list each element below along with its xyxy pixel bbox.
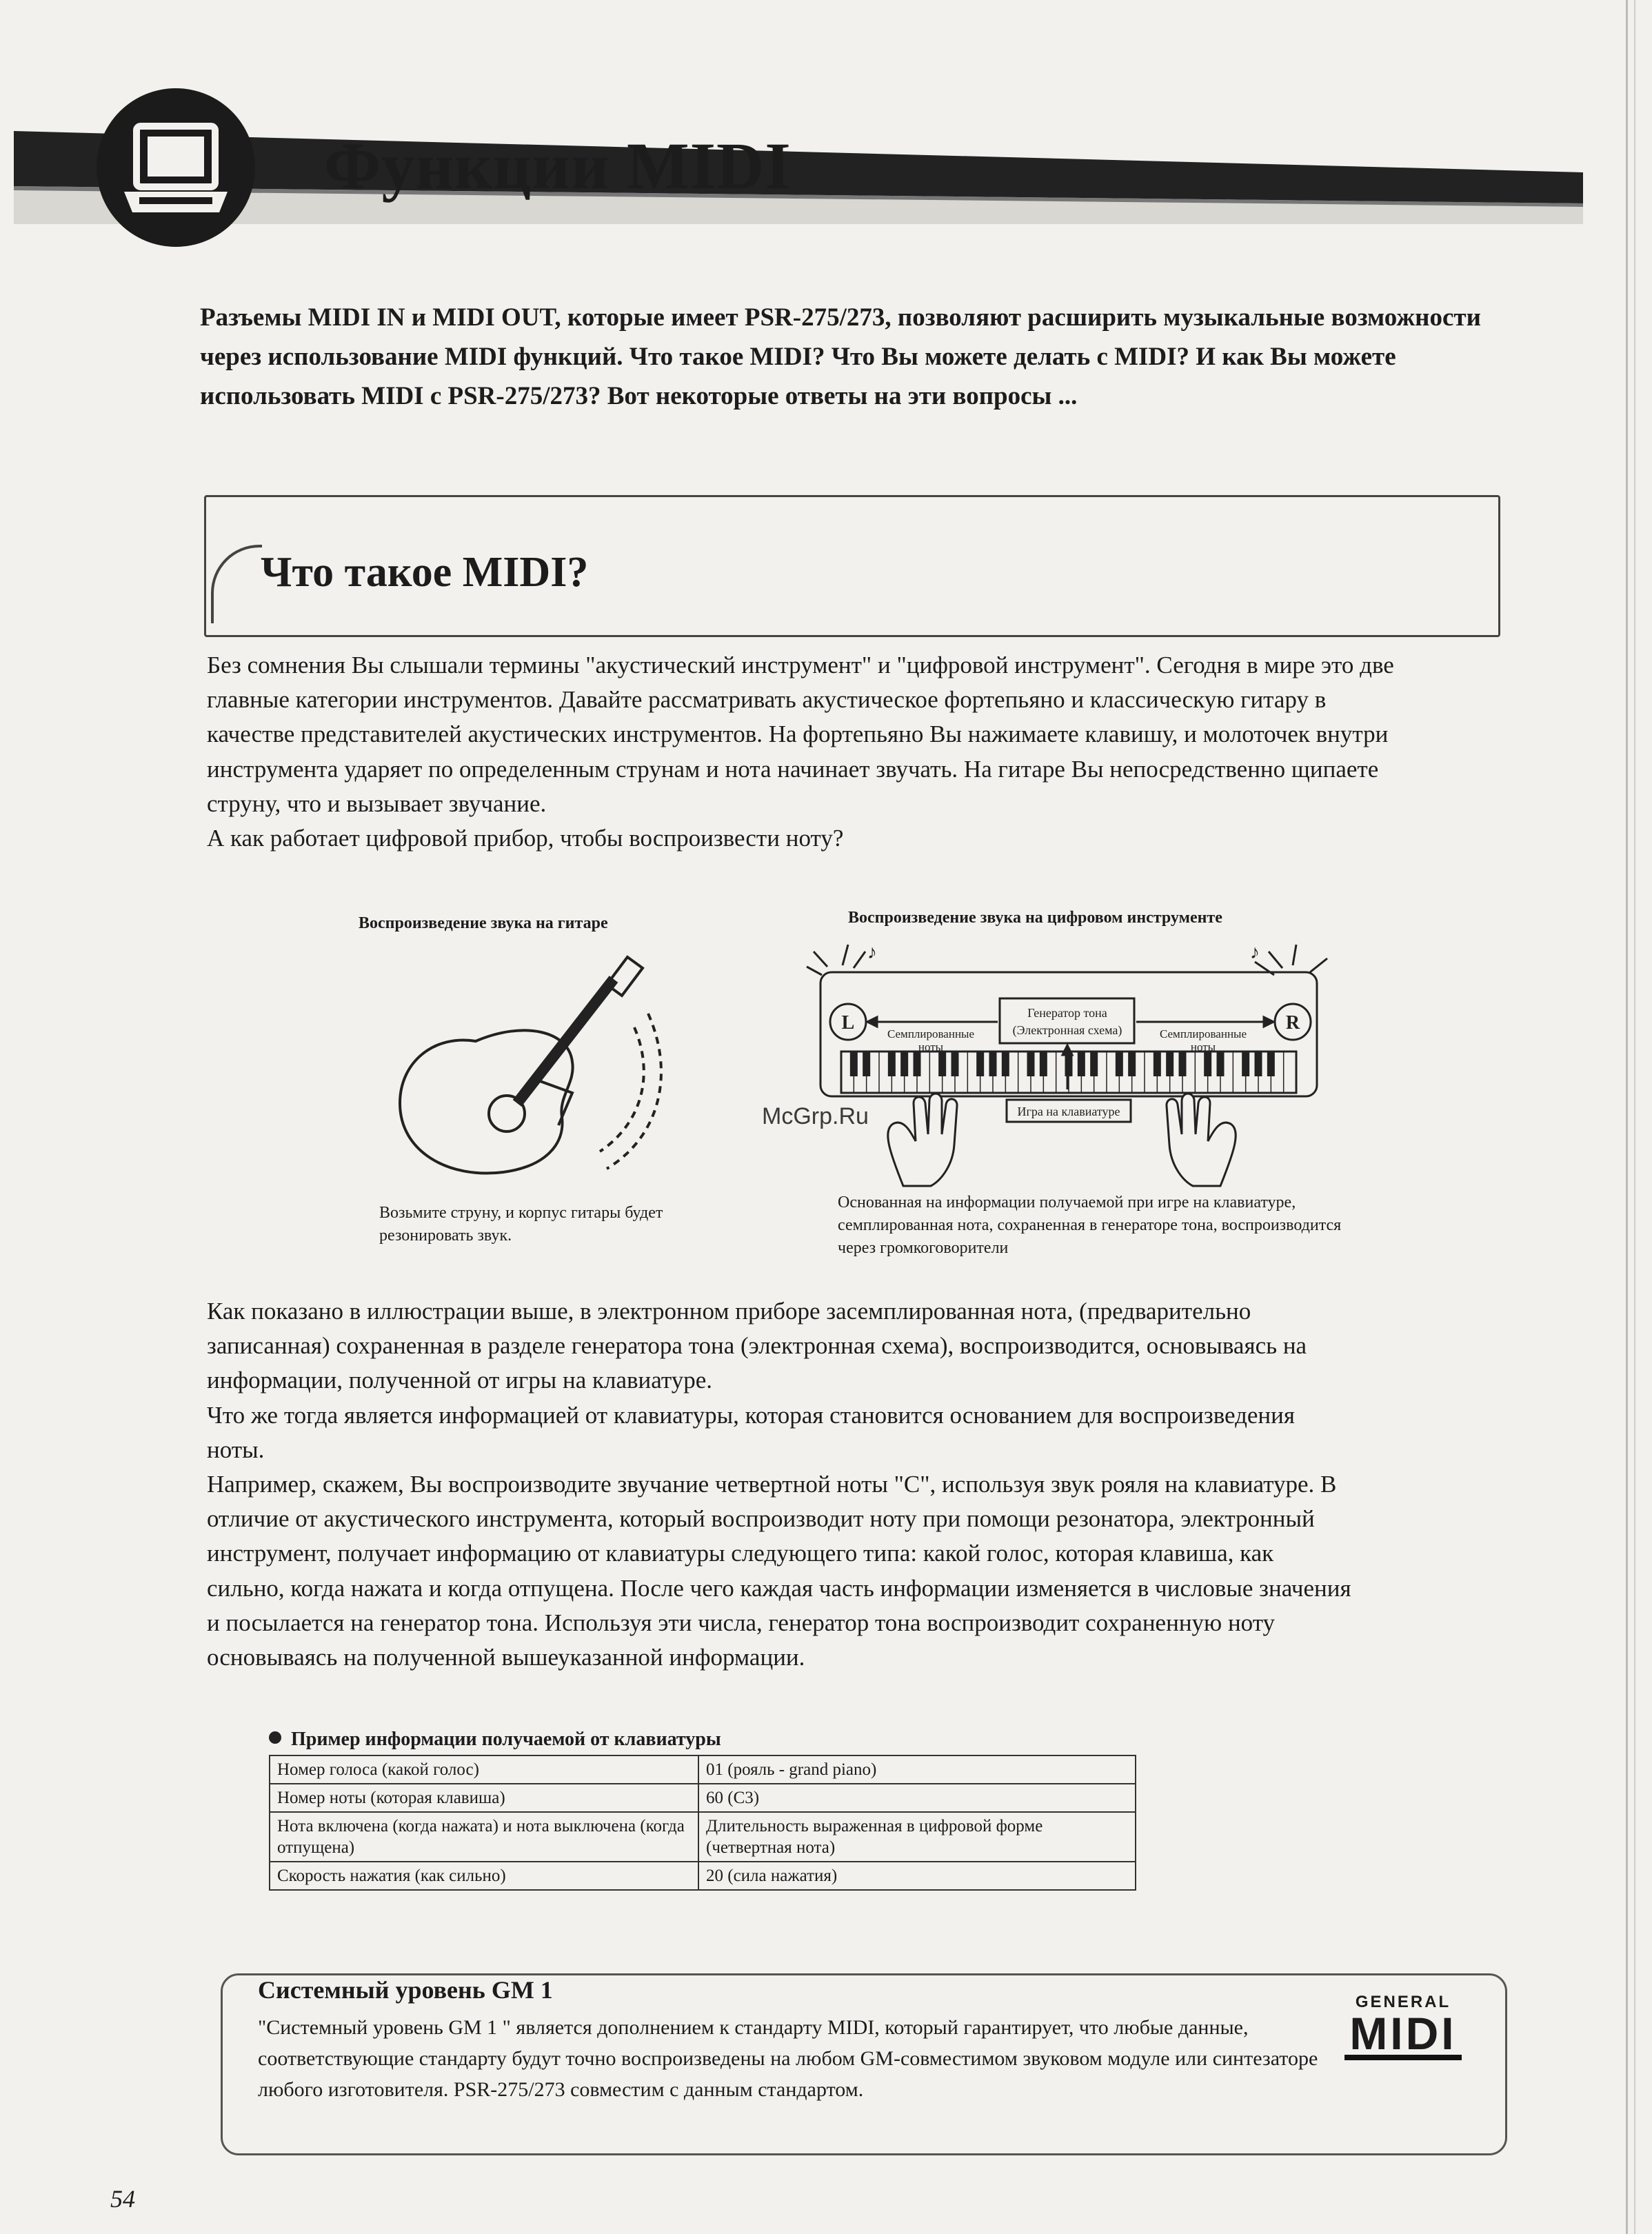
black-key — [1090, 1051, 1098, 1076]
sampled-notes-left: Семплированные — [887, 1027, 975, 1040]
gm-text: "Системный уровень GM 1 " является дополнением к стандарту MIDI, который гарантирует, что любые данные, соответствующие стандарту будут точно воспроизведены на любом GM-совместимом звуковом модуле или синтезаторе любого изготовителя. PSR-275/273 совместим с данным стандартом. — [258, 2016, 1318, 2101]
section-title: Что такое MIDI? — [261, 549, 589, 596]
table-cell-value: 20 (сила нажатия) — [698, 1862, 1136, 1890]
black-key — [1040, 1051, 1047, 1076]
body-paragraph-1 — [207, 648, 1407, 856]
black-key — [938, 1051, 946, 1076]
general-midi-logo — [1344, 1993, 1462, 2060]
watermark: McGrp.Ru — [762, 1103, 869, 1129]
black-key — [1267, 1051, 1275, 1076]
right-speaker-label: R — [1285, 1012, 1300, 1034]
tone-generator-sublabel: (Электронная схема) — [1012, 1023, 1122, 1037]
table-title-text: Пример информации получаемой от клавиатуры — [291, 1729, 721, 1750]
keyboard-figure-caption: Основанная на информации получаемой при игре на клавиатуре, семплированная нота, сохраненная в генераторе тона, воспроизводится через громкоговорители — [838, 1194, 1342, 1257]
black-key — [850, 1051, 858, 1076]
black-key — [900, 1051, 908, 1076]
table-cell-key: Номер голоса (какой голос) — [270, 1755, 698, 1784]
guitar-figure-title: Воспроизведение звука на гитаре — [359, 914, 608, 932]
black-key — [1154, 1051, 1161, 1076]
intro-paragraph: Разъемы MIDI IN и MIDI OUT, которые имеет PSR-275/273, позволяют расширить музыкальные возможности через использование MIDI функций. Что такое MIDI? Что Вы можете делать с MIDI? И как Вы можете использовать MIDI с PSR-275/273? Вот некоторые ответы на эти вопросы ... — [200, 303, 1481, 410]
sampled-notes-left-2: ноты — [918, 1040, 944, 1054]
table-row — [270, 1862, 1136, 1890]
keyboard-illustration — [800, 924, 1338, 1193]
gm-logo-main: MIDI — [1344, 2012, 1462, 2060]
header-badge — [97, 88, 255, 247]
body-paragraph-2 — [207, 1294, 1351, 1675]
black-key — [1128, 1051, 1136, 1076]
table-cell-value: Длительность выраженная в цифровой форме (четвертная нота) — [698, 1812, 1136, 1862]
black-key — [1065, 1051, 1073, 1076]
guitar-figure-caption: Возьмите струну, и корпус гитары будет резонировать звук. — [379, 1204, 663, 1245]
table-row — [270, 1812, 1136, 1862]
table-title — [269, 1729, 721, 1751]
sampled-notes-right-2: ноты — [1190, 1040, 1216, 1054]
body-text: Что же тогда является информацией от клавиатуры, которая становится основанием для воспроизведения ноты. — [207, 1401, 1295, 1463]
body-text: А как работает цифровой прибор, чтобы воспроизвести ноту? — [207, 825, 844, 852]
page-number: 54 — [110, 2185, 135, 2213]
scan-edge — [1613, 0, 1652, 2234]
tone-generator-label: Генератор тона — [1027, 1006, 1107, 1020]
table-cell-value: 60 (C3) — [698, 1784, 1136, 1812]
table-cell-key: Номер ноты (которая клавиша) — [270, 1784, 698, 1812]
table-cell-value: 01 (рояль - grand piano) — [698, 1755, 1136, 1784]
body-text: Без сомнения Вы слышали термины "акустический инструмент" и "цифровой инструмент". Сегодня в мире это две главные категории инструментов. Давайте рассматривать акустическое фортепьяно и классическую гитару в качестве представителей акустических инструментов. На фортепьяно Вы нажимаете клавишу, и молоточек внутри инструмента ударяет по определенным струнам и нота начинает звучать. На гитаре Вы непосредственно щипаете струну, что и вызывает звучание. — [207, 652, 1394, 817]
black-key — [1242, 1051, 1249, 1076]
table-row — [270, 1755, 1136, 1784]
body-text: Например, скажем, Вы воспроизводите звучание четвертной ноты "С", используя звук рояля на клавиатуре. В отличие от акустического инструмента, который воспроизводит ноту при помощи резонатора, электронный инструмент, получает информацию от клавиатуры следующего типа: какой голос, которая клавиша, как сильно, когда нажата и когда отпущена. После чего каждая часть информации изменяется в числовые значения и посылается на генератор тона. Используя эти числа, генератор тона воспроизводит сохраненную ноту основываясь на полученной вышеуказанной информации. — [207, 1471, 1351, 1671]
sampled-notes-right: Семплированные — [1159, 1027, 1247, 1040]
body-text: Как показано в иллюстрации выше, в электронном приборе засемплированная нота, (предварительно записанная) сохраненная в разделе генератора тона (электронная схема), воспроизводится, основываясь на информации, полученной от игры на клавиатуре. — [207, 1298, 1307, 1394]
music-note-icon: ♪ — [867, 942, 877, 963]
table-row — [270, 1784, 1136, 1812]
music-note-icon: ♪ — [1250, 942, 1260, 963]
black-key — [914, 1051, 921, 1076]
black-key — [989, 1051, 997, 1076]
black-key — [1078, 1051, 1085, 1076]
black-key — [1179, 1051, 1187, 1076]
left-speaker-label: L — [841, 1012, 855, 1034]
keyboard-figure-title: Воспроизведение звука на цифровом инструменте — [848, 909, 1222, 927]
black-key — [1002, 1051, 1009, 1076]
table-cell-key: Скорость нажатия (как сильно) — [270, 1862, 698, 1890]
black-key — [1204, 1051, 1211, 1076]
keyboard-play-label: Игра на клавиатуре — [1017, 1105, 1120, 1118]
computer-icon — [97, 88, 255, 247]
black-key — [976, 1051, 984, 1076]
black-key — [1027, 1051, 1035, 1076]
page-title: Функции MIDI — [324, 129, 792, 203]
black-key — [863, 1051, 870, 1076]
guitar-illustration — [386, 945, 710, 1193]
gm-title: Системный уровень GM 1 — [258, 1976, 553, 2004]
black-key — [1255, 1051, 1262, 1076]
black-key — [1166, 1051, 1173, 1076]
table-cell-key: Нота включена (когда нажата) и нота выключена (когда отпущена) — [270, 1812, 698, 1862]
black-key — [1217, 1051, 1225, 1076]
black-key — [951, 1051, 959, 1076]
bullet-icon — [269, 1731, 281, 1744]
black-key — [1116, 1051, 1123, 1076]
black-key — [888, 1051, 896, 1076]
keyboard-info-table — [269, 1755, 1136, 1891]
gm-logo-top: GENERAL — [1355, 1993, 1451, 2011]
